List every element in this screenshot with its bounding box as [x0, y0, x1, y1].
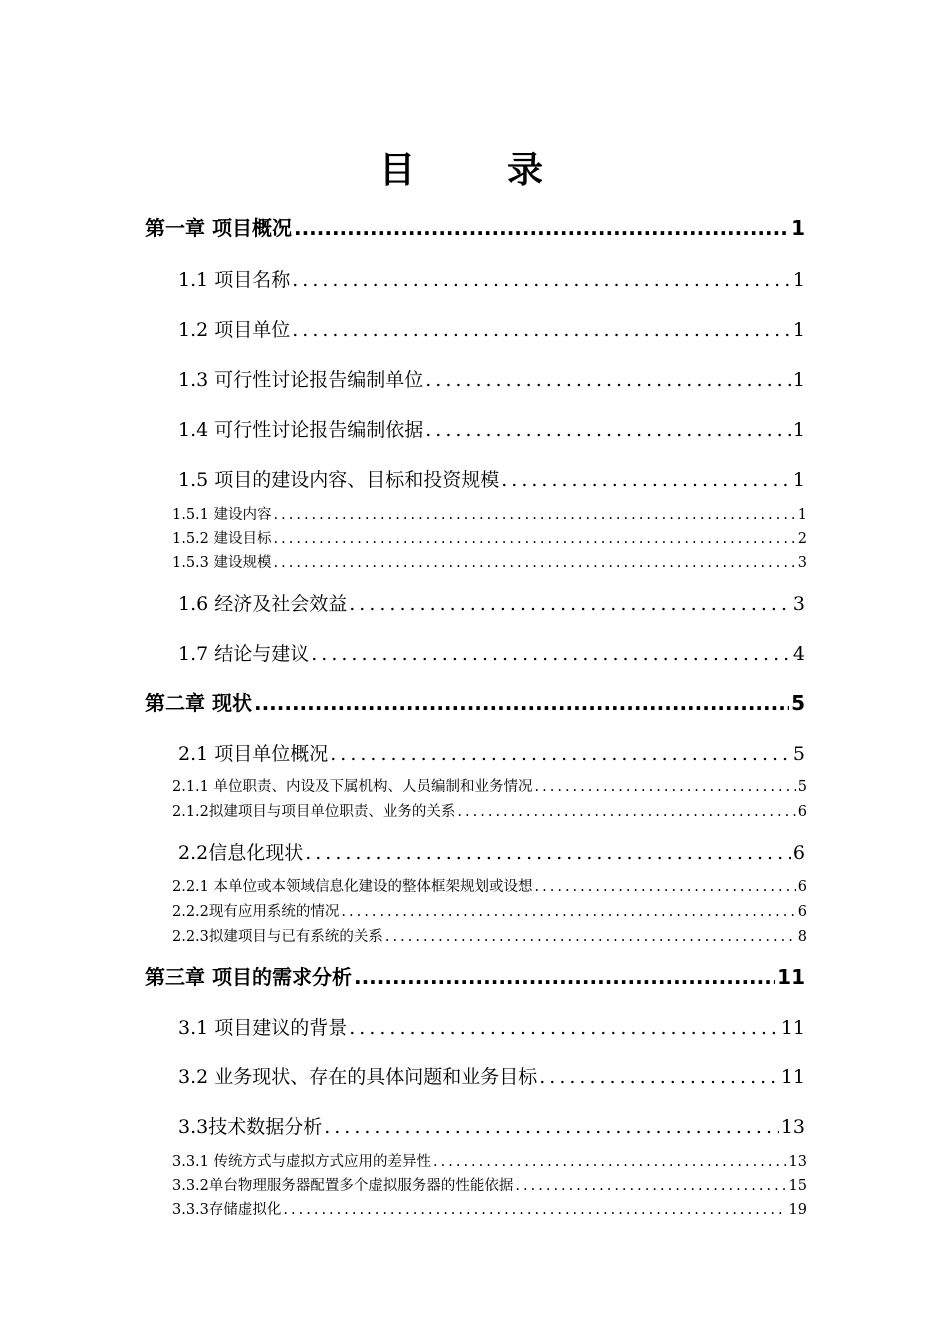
toc-entry-label: 1.5.3 建设规模 [172, 555, 272, 571]
toc-page-number: 8 [797, 929, 807, 945]
toc-entry-label: 1.4 可行性讨论报告编制依据 [178, 419, 424, 441]
toc-entry-subsection[interactable] [172, 875, 807, 896]
toc-entry-section[interactable] [178, 265, 805, 292]
toc-page-number: 13 [788, 1154, 807, 1170]
toc-leader-dots [324, 1116, 779, 1138]
toc-leader-dots [501, 469, 791, 491]
toc-entry-label: 2.1.2拟建项目与项目单位职责、业务的关系 [172, 804, 456, 820]
toc-entry-section[interactable] [178, 365, 805, 392]
toc-leader-dots [425, 369, 791, 391]
toc-page-number: 11 [780, 1066, 805, 1088]
toc-leader-dots [433, 1154, 787, 1170]
toc-entry-label: 2.1 项目单位概况 [178, 743, 329, 765]
toc-entry-label: 3.2 业务现状、存在的具体问题和业务目标 [178, 1066, 538, 1088]
toc-entry-label: 2.2信息化现状 [178, 842, 304, 864]
toc-entry-label: 1.7 结论与建议 [178, 643, 310, 665]
toc-entry-label: 2.2.3拟建项目与已有系统的关系 [172, 929, 383, 945]
toc-page-number: 6 [792, 842, 805, 864]
toc-page-number: 15 [788, 1178, 807, 1194]
toc-leader-dots [254, 691, 789, 715]
toc-entry-section[interactable] [178, 838, 805, 865]
toc-leader-dots [274, 531, 796, 547]
toc-entry-subsection[interactable] [172, 527, 807, 548]
toc-entry-label: 2.1.1 单位职责、内设及下属机构、人员编制和业务情况 [172, 779, 533, 795]
toc-leader-dots [341, 904, 795, 920]
toc-leader-dots [292, 269, 791, 291]
toc-leader-dots [515, 1178, 786, 1194]
toc-page-number: 5 [797, 779, 807, 795]
toc-entry-section[interactable] [178, 639, 805, 666]
toc-page-number: 1 [792, 319, 805, 341]
toc-page-number: 1 [792, 469, 805, 491]
toc-entry-subsection[interactable] [172, 1198, 807, 1219]
toc-entry-chapter[interactable] [145, 212, 805, 241]
toc-entry-label: 第一章 项目概况 [145, 216, 292, 240]
toc-page-number: 19 [788, 1202, 807, 1218]
toc-entry-subsection[interactable] [172, 775, 807, 796]
toc-entry-section[interactable] [178, 465, 805, 492]
toc-title: 目 录 [378, 150, 571, 191]
toc-entry-label: 1.2 项目单位 [178, 319, 291, 341]
toc-entry-label: 1.5.1 建设内容 [172, 507, 272, 523]
toc-entry-label: 3.1 项目建议的背景 [178, 1017, 348, 1039]
toc-page-number: 3 [792, 593, 805, 615]
toc-page-number: 13 [780, 1116, 805, 1138]
toc-entry-subsection[interactable] [172, 551, 807, 572]
toc-page-number: 1 [792, 269, 805, 291]
toc-entry-label: 3.3.2单台物理服务器配置多个虚拟服务器的性能依据 [172, 1178, 514, 1194]
toc-page-number: 3 [797, 555, 807, 571]
toc-entry-chapter[interactable] [145, 687, 805, 716]
toc-entry-subsection[interactable] [172, 503, 807, 524]
toc-page-number: 5 [792, 743, 805, 765]
toc-page-number: 1 [791, 216, 805, 240]
toc-leader-dots [425, 419, 791, 441]
toc-page-number: 11 [780, 1017, 805, 1039]
toc-page-number: 5 [791, 691, 805, 715]
toc-entry-label: 1.6 经济及社会效益 [178, 593, 348, 615]
toc-entry-subsection[interactable] [172, 925, 807, 946]
toc-entry-label: 第二章 现状 [145, 691, 252, 715]
toc-entry-label: 第三章 项目的需求分析 [145, 965, 352, 989]
toc-leader-dots [349, 593, 791, 615]
toc-entry-label: 1.1 项目名称 [178, 269, 291, 291]
toc-entry-section[interactable] [178, 415, 805, 442]
toc-leader-dots [283, 1202, 786, 1218]
toc-entry-subsection[interactable] [172, 800, 807, 821]
toc-leader-dots [354, 965, 775, 989]
toc-entry-section[interactable] [178, 1112, 805, 1139]
toc-entry-label: 3.3.1 传统方式与虚拟方式应用的差异性 [172, 1154, 432, 1170]
toc-page-number: 6 [797, 904, 807, 920]
toc-leader-dots [330, 743, 791, 765]
toc-entry-section[interactable] [178, 589, 805, 616]
toc-entry-label: 1.5 项目的建设内容、目标和投资规模 [178, 469, 500, 491]
toc-leader-dots [311, 643, 791, 665]
toc-entry-label: 2.2.1 本单位或本领域信息化建设的整体框架规划或设想 [172, 879, 533, 895]
toc-page-number: 1 [797, 507, 807, 523]
toc-page-number: 6 [797, 879, 807, 895]
toc-leader-dots [349, 1017, 779, 1039]
toc-leader-dots [274, 507, 796, 523]
toc-page-number: 1 [792, 369, 805, 391]
toc-leader-dots [385, 929, 796, 945]
toc-leader-dots [274, 555, 796, 571]
toc-entry-label: 2.2.2现有应用系统的情况 [172, 904, 340, 920]
toc-entry-label: 1.3 可行性讨论报告编制单位 [178, 369, 424, 391]
toc-leader-dots [539, 1066, 779, 1088]
toc-page-number: 11 [777, 965, 805, 989]
toc-page-number: 4 [792, 643, 805, 665]
toc-entry-chapter[interactable] [145, 961, 805, 990]
toc-entry-section[interactable] [178, 739, 805, 766]
toc-entry-section[interactable] [178, 1013, 805, 1040]
toc-entry-subsection[interactable] [172, 1150, 807, 1171]
toc-entry-section[interactable] [178, 1062, 805, 1089]
toc-page-number: 1 [792, 419, 805, 441]
toc-leader-dots [305, 842, 791, 864]
toc-leader-dots [294, 216, 789, 240]
toc-entry-label: 1.5.2 建设目标 [172, 531, 272, 547]
toc-entry-label: 3.3技术数据分析 [178, 1116, 323, 1138]
toc-leader-dots [535, 879, 796, 895]
toc-entry-section[interactable] [178, 315, 805, 342]
toc-entry-subsection[interactable] [172, 1174, 807, 1195]
toc-entry-subsection[interactable] [172, 900, 807, 921]
toc-page-number: 6 [797, 804, 807, 820]
toc-page-number: 2 [797, 531, 807, 547]
toc-leader-dots [535, 779, 796, 795]
toc-leader-dots [457, 804, 795, 820]
toc-leader-dots [292, 319, 791, 341]
toc-entry-label: 3.3.3存储虚拟化 [172, 1202, 282, 1218]
